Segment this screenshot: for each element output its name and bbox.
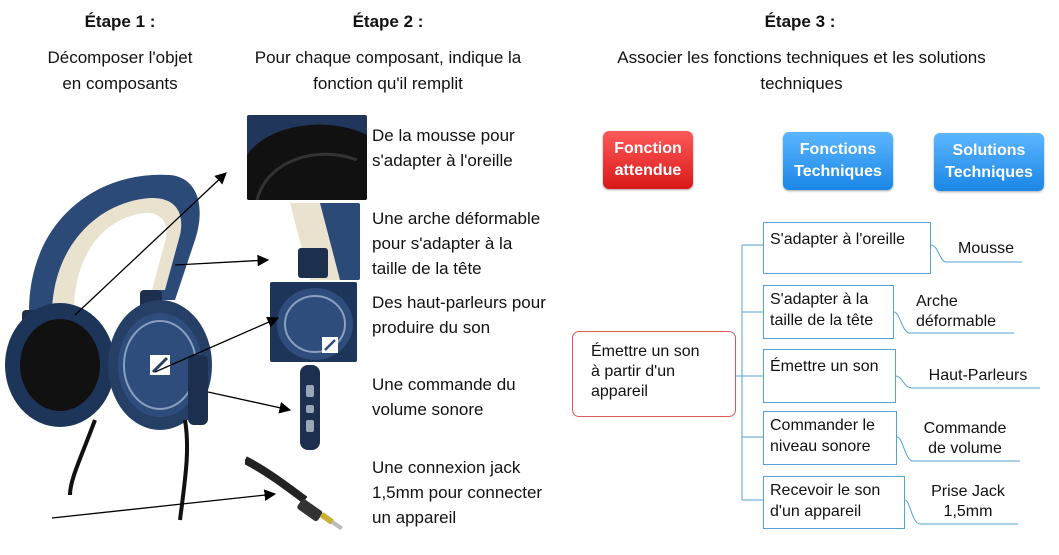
solution-label bbox=[946, 239, 1026, 259]
step1-subtitle-line: en composants bbox=[62, 74, 178, 93]
arrow-volume bbox=[208, 392, 290, 410]
arrow-foam bbox=[75, 173, 226, 315]
header-line: Techniques bbox=[945, 164, 1033, 181]
step3-subtitle-line: Associer les fonctions techniques et les solutions bbox=[617, 48, 986, 67]
technical-function-line: S'adapter à la bbox=[770, 291, 869, 308]
component-desc-line: Une commande du bbox=[372, 375, 516, 394]
component-desc-line: Des haut-parleurs pour bbox=[372, 293, 546, 312]
main-function-line: à partir d'un bbox=[591, 363, 675, 380]
header-line: attendue bbox=[614, 162, 682, 179]
technical-function-line: taille de la tête bbox=[770, 312, 874, 329]
step1-title: Étape 1 : bbox=[84, 12, 156, 31]
header-fonction-attendue bbox=[603, 131, 693, 189]
component-desc-line: 1,5mm pour connecter bbox=[372, 483, 543, 502]
step2-subtitle-line: fonction qu'il remplit bbox=[313, 74, 463, 93]
technical-function-line: d'un appareil bbox=[770, 503, 862, 520]
technical-function-line: S'adapter à l'oreille bbox=[770, 231, 906, 248]
solution-line: 1,5mm bbox=[943, 503, 993, 520]
solution-line: Arche bbox=[916, 293, 958, 310]
solution-line: Haut-Parleurs bbox=[928, 367, 1028, 384]
technical-function-line: Émettre un son bbox=[770, 358, 879, 375]
solution-line: Prise Jack bbox=[931, 483, 1005, 500]
step3-subtitle-line: techniques bbox=[760, 74, 843, 93]
technical-function-box bbox=[763, 349, 896, 403]
technical-function-box bbox=[763, 411, 897, 465]
solution-label bbox=[912, 419, 1018, 459]
technical-function-box bbox=[763, 476, 905, 529]
component-desc-line: Une connexion jack bbox=[372, 458, 521, 477]
component-desc-line: taille de la tête bbox=[372, 259, 482, 278]
main-function-line: Émettre un son bbox=[591, 343, 700, 360]
arrow-headband bbox=[175, 260, 268, 265]
solution-label bbox=[916, 366, 1040, 386]
header-line: Solutions bbox=[952, 142, 1026, 159]
step2-subtitle-line: Pour chaque composant, indique la bbox=[254, 48, 522, 67]
header-line: Fonctions bbox=[799, 141, 877, 158]
step3-title: Étape 3 : bbox=[764, 12, 836, 31]
solution-line: de volume bbox=[928, 440, 1002, 457]
header-fonctions-techniques bbox=[783, 132, 893, 190]
solution-line: déformable bbox=[916, 313, 997, 330]
technical-function-box bbox=[763, 222, 931, 274]
solution-line: Mousse bbox=[957, 240, 1015, 257]
arrow-speaker bbox=[155, 318, 278, 372]
main-function-line: appareil bbox=[591, 383, 648, 400]
header-line: Techniques bbox=[794, 163, 882, 180]
technical-function-line: Commander le bbox=[770, 417, 875, 434]
solution-line: Commande bbox=[923, 420, 1007, 437]
main-function-box bbox=[572, 331, 736, 417]
header-line: Fonction bbox=[614, 140, 682, 157]
component-desc-line: volume sonore bbox=[372, 400, 484, 419]
technical-function-line: Recevoir le son bbox=[770, 482, 881, 499]
component-desc-line: pour s'adapter à la bbox=[372, 234, 513, 253]
solution-label bbox=[918, 482, 1018, 522]
step2-title: Étape 2 : bbox=[352, 12, 424, 31]
component-desc-line: un appareil bbox=[372, 508, 457, 527]
technical-function-box bbox=[763, 285, 894, 339]
component-desc-line: Une arche déformable bbox=[372, 209, 541, 228]
solution-label bbox=[912, 292, 1012, 332]
arrow-jack bbox=[52, 494, 275, 518]
component-desc-line: De la mousse pour bbox=[372, 126, 515, 145]
step1-subtitle-line: Décomposer l'objet bbox=[47, 48, 193, 67]
component-desc-line: produire du son bbox=[372, 318, 491, 337]
header-solutions-techniques bbox=[934, 133, 1044, 191]
technical-function-line: niveau sonore bbox=[770, 438, 871, 455]
component-desc-line: s'adapter à l'oreille bbox=[372, 151, 513, 170]
